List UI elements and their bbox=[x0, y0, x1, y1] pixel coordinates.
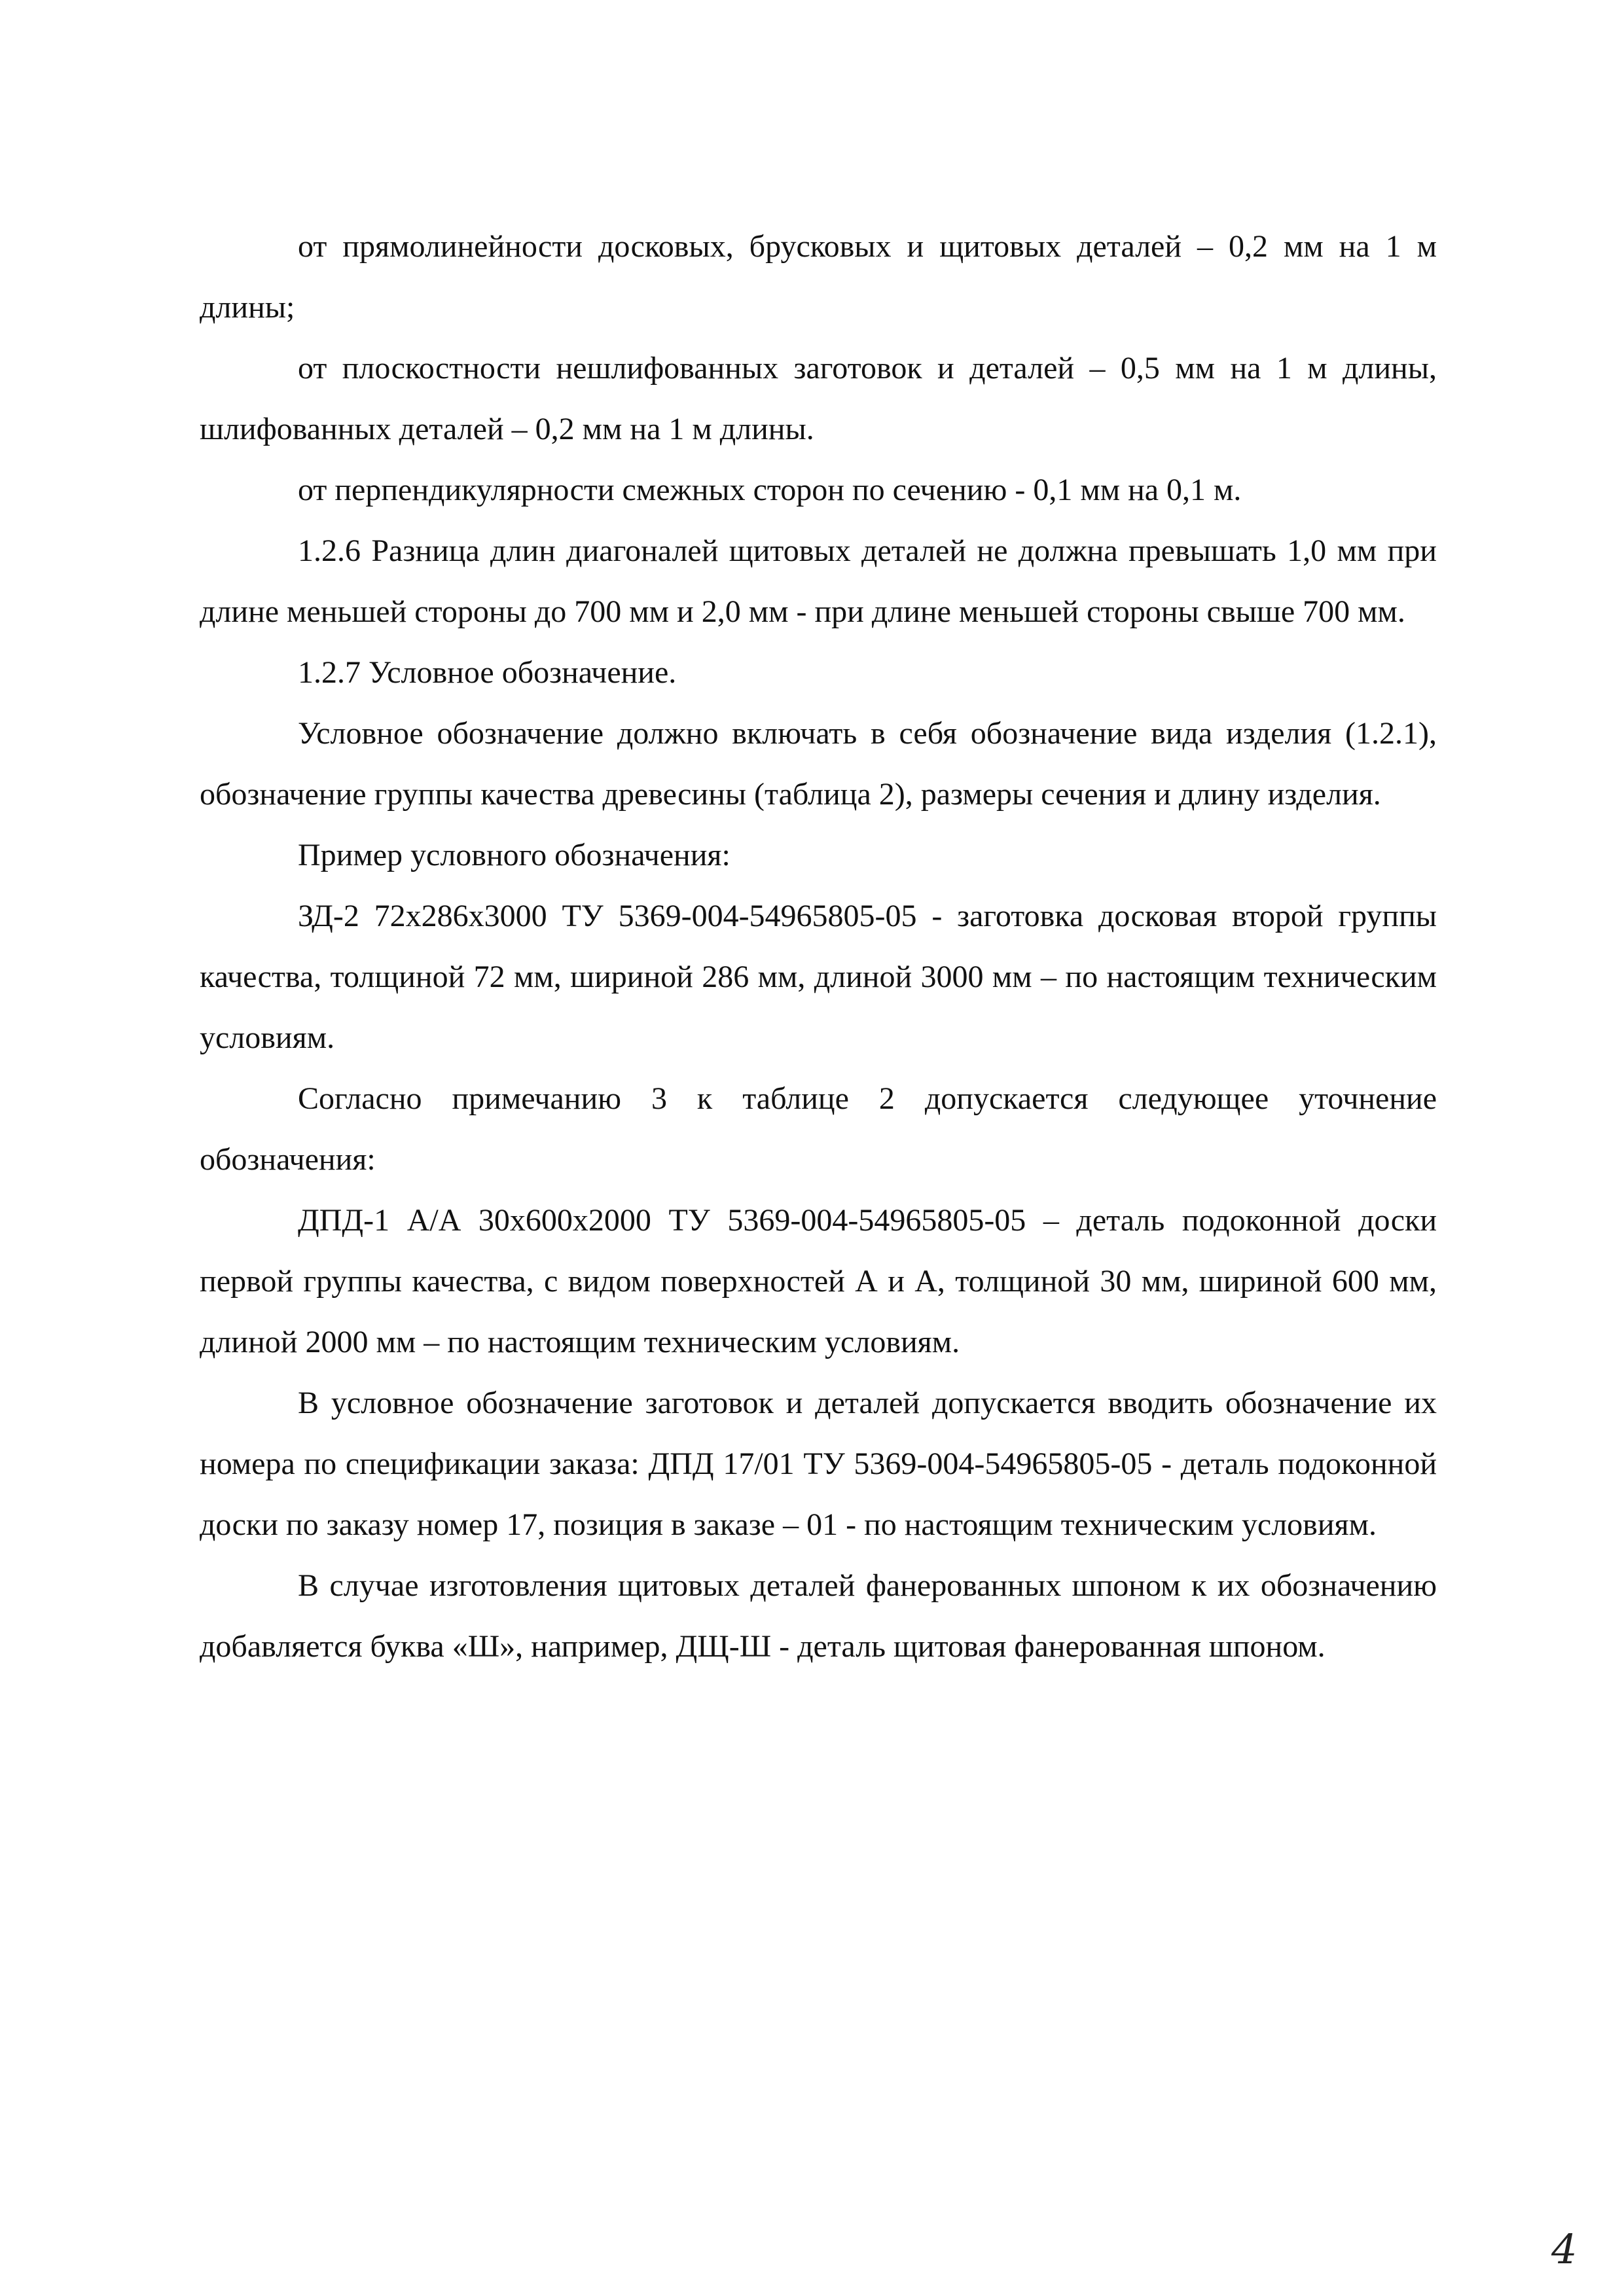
body-text bbox=[200, 216, 1437, 1677]
paragraph-example-zd2: ЗД-2 72х286х3000 ТУ 5369-004-54965805-05 - заготовка досковая второй группы качества, толщиной 72 мм, шириной 286 мм, длиной 3000 мм – по настоящим техническим условиям. bbox=[200, 899, 1437, 1055]
paragraph-1-2-6: 1.2.6 Разница длин диагоналей щитовых деталей не должна превышать 1,0 мм при длине меньшей стороны до 700 мм и 2,0 мм - при длине меньшей стороны свыше 700 мм. bbox=[200, 533, 1437, 629]
page-number: 4 bbox=[1551, 2225, 1578, 2273]
paragraph-order-number: В условное обозначение заготовок и деталей допускается вводить обозначение их номера по спецификации заказа: ДПД 17/01 ТУ 5369-004-54965805-05 - деталь подоконной доски по заказу номер 17, позиция в заказе – 01 - по настоящим техническим условиям. bbox=[200, 1386, 1437, 1542]
paragraph-designation-contents: Условное обозначение должно включать в себя обозначение вида изделия (1.2.1), обозначение группы качества древесины (таблица 2), размеры сечения и длину изделия. bbox=[200, 716, 1437, 812]
paragraph-note-3: Согласно примечанию 3 к таблице 2 допускается следующее уточнение обозначения: bbox=[200, 1081, 1437, 1177]
paragraph-example-dpd1: ДПД-1 А/А 30х600х2000 ТУ 5369-004-54965805-05 – деталь подоконной доски первой группы качества, с видом поверхностей А и А, толщиной 30 мм, шириной 600 мм, длиной 2000 мм – по настоящим техническим условиям. bbox=[200, 1203, 1437, 1359]
paragraph-1-2-7-heading: 1.2.7 Условное обозначение. bbox=[298, 655, 677, 690]
paragraph-example-heading: Пример условного обозначения: bbox=[298, 838, 731, 872]
paragraph-perpendicularity: от перпендикулярности смежных сторон по сечению - 0,1 мм на 0,1 м. bbox=[298, 473, 1242, 507]
paragraph-flatness: от плоскостности нешлифованных заготовок и деталей – 0,5 мм на 1 м длины, шлифованных деталей – 0,2 мм на 1 м длины. bbox=[200, 351, 1437, 446]
paragraph-straightness: от прямолинейности досковых, брусковых и щитовых деталей – 0,2 мм на 1 м длины; bbox=[200, 229, 1437, 325]
paragraph-veneer: В случае изготовления щитовых деталей фанерованных шпоном к их обозначению добавляется буква «Ш», например, ДЩ-Ш - деталь щитовая фанерованная шпоном. bbox=[200, 1568, 1437, 1664]
